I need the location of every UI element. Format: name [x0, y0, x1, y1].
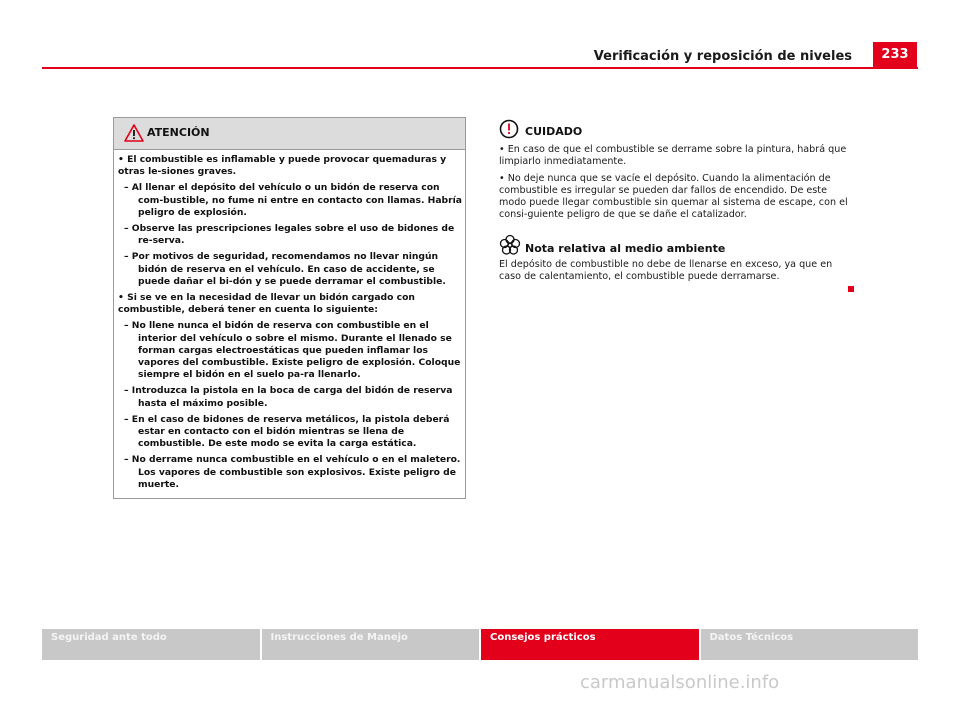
- warning-header: [114, 118, 465, 150]
- warning-sub-item: – En el caso de bidones de reserva metálicos, la pistola deberá estar en contacto con el bidón mientras se llena de combustible. De este modo se evita la carga estática.: [124, 413, 450, 450]
- nav-tab-consejos[interactable]: Consejos prácticos: [481, 629, 699, 660]
- caution-title: CUIDADO: [525, 125, 583, 138]
- warning-body: [114, 150, 465, 491]
- warning-bullet: • Si se ve en la necesidad de llevar un bidón cargado con combustible, deberá tener en cuenta lo siguiente:: [118, 292, 415, 316]
- right-column: [499, 117, 854, 283]
- warning-sub-item: – Introduzca la pistola en la boca de carga del bidón de reserva hasta el máximo posible.: [124, 385, 453, 409]
- header-divider: [42, 67, 918, 69]
- caution-bullet: • No deje nunca que se vacíe el depósito. Cuando la alimentación de combustible es irregular se pueden dar fallos de encendido. De este modo puede llegar combustible sin quemar al sistema de escape, con el consi-guiente peligro de que se dañe el catalizador.: [499, 172, 848, 221]
- footer-navigation: [42, 629, 918, 660]
- environment-title: Nota relativa al medio ambiente: [525, 241, 726, 255]
- warning-title: ATENCIÓN: [147, 126, 210, 139]
- caution-exclamation-icon: [499, 119, 519, 139]
- page-header-title: Verificación y reposición de niveles: [593, 49, 852, 64]
- warning-sub-item: – Por motivos de seguridad, recomendamos no llevar ningún bidón de reserva en el vehículo. En caso de accidente, se puede dañar el bi-dón y se puede derramar el combustible.: [124, 251, 446, 287]
- caution-header: [499, 117, 854, 141]
- warning-sub-item: – No llene nunca el bidón de reserva con combustible en el interior del vehículo o sobre el mismo. Durante el llenado se forman cargas electroestáticas que pueden inflamar los vapores del combustible. Existe peligro de explosión. Coloque siempre el bidón en el suelo pa-ra llenarlo.: [124, 320, 461, 381]
- nav-tab-seguridad[interactable]: Seguridad ante todo: [42, 629, 260, 660]
- environment-text: El depósito de combustible no debe de llenarse en exceso, ya que en caso de calentamiento, el combustible puede derramarse.: [499, 258, 833, 283]
- warning-triangle-icon: [124, 124, 144, 142]
- warning-sub-item: – Observe las prescripciones legales sobre el uso de bidones de re-serva.: [124, 223, 455, 247]
- warning-box: [113, 117, 466, 499]
- warning-sub-item: – No derrame nunca combustible en el vehículo o en el maletero. Los vapores de combustible son explosivos. Existe peligro de muerte.: [124, 454, 461, 490]
- nav-tab-datos-tecnicos[interactable]: Datos Técnicos: [701, 629, 919, 660]
- warning-bullet: • El combustible es inflamable y puede provocar quemaduras y otras le-siones graves.: [118, 154, 447, 178]
- nav-tab-instrucciones[interactable]: Instrucciones de Manejo: [262, 629, 480, 660]
- section-end-marker: [848, 286, 854, 292]
- flower-environment-icon: [499, 234, 521, 256]
- watermark-text: carmanualsonline.info: [580, 672, 780, 693]
- warning-sub-item: – Al llenar el depósito del vehículo o un bidón de reserva con com-bustible, no fume ni entre en contacto con llamas. Habría peligro de explosión.: [124, 182, 463, 218]
- environment-header: [499, 234, 854, 258]
- page-number: 233: [873, 42, 917, 68]
- caution-bullet: • En caso de que el combustible se derrame sobre la pintura, habrá que limpiarlo inmediatamente.: [499, 144, 847, 168]
